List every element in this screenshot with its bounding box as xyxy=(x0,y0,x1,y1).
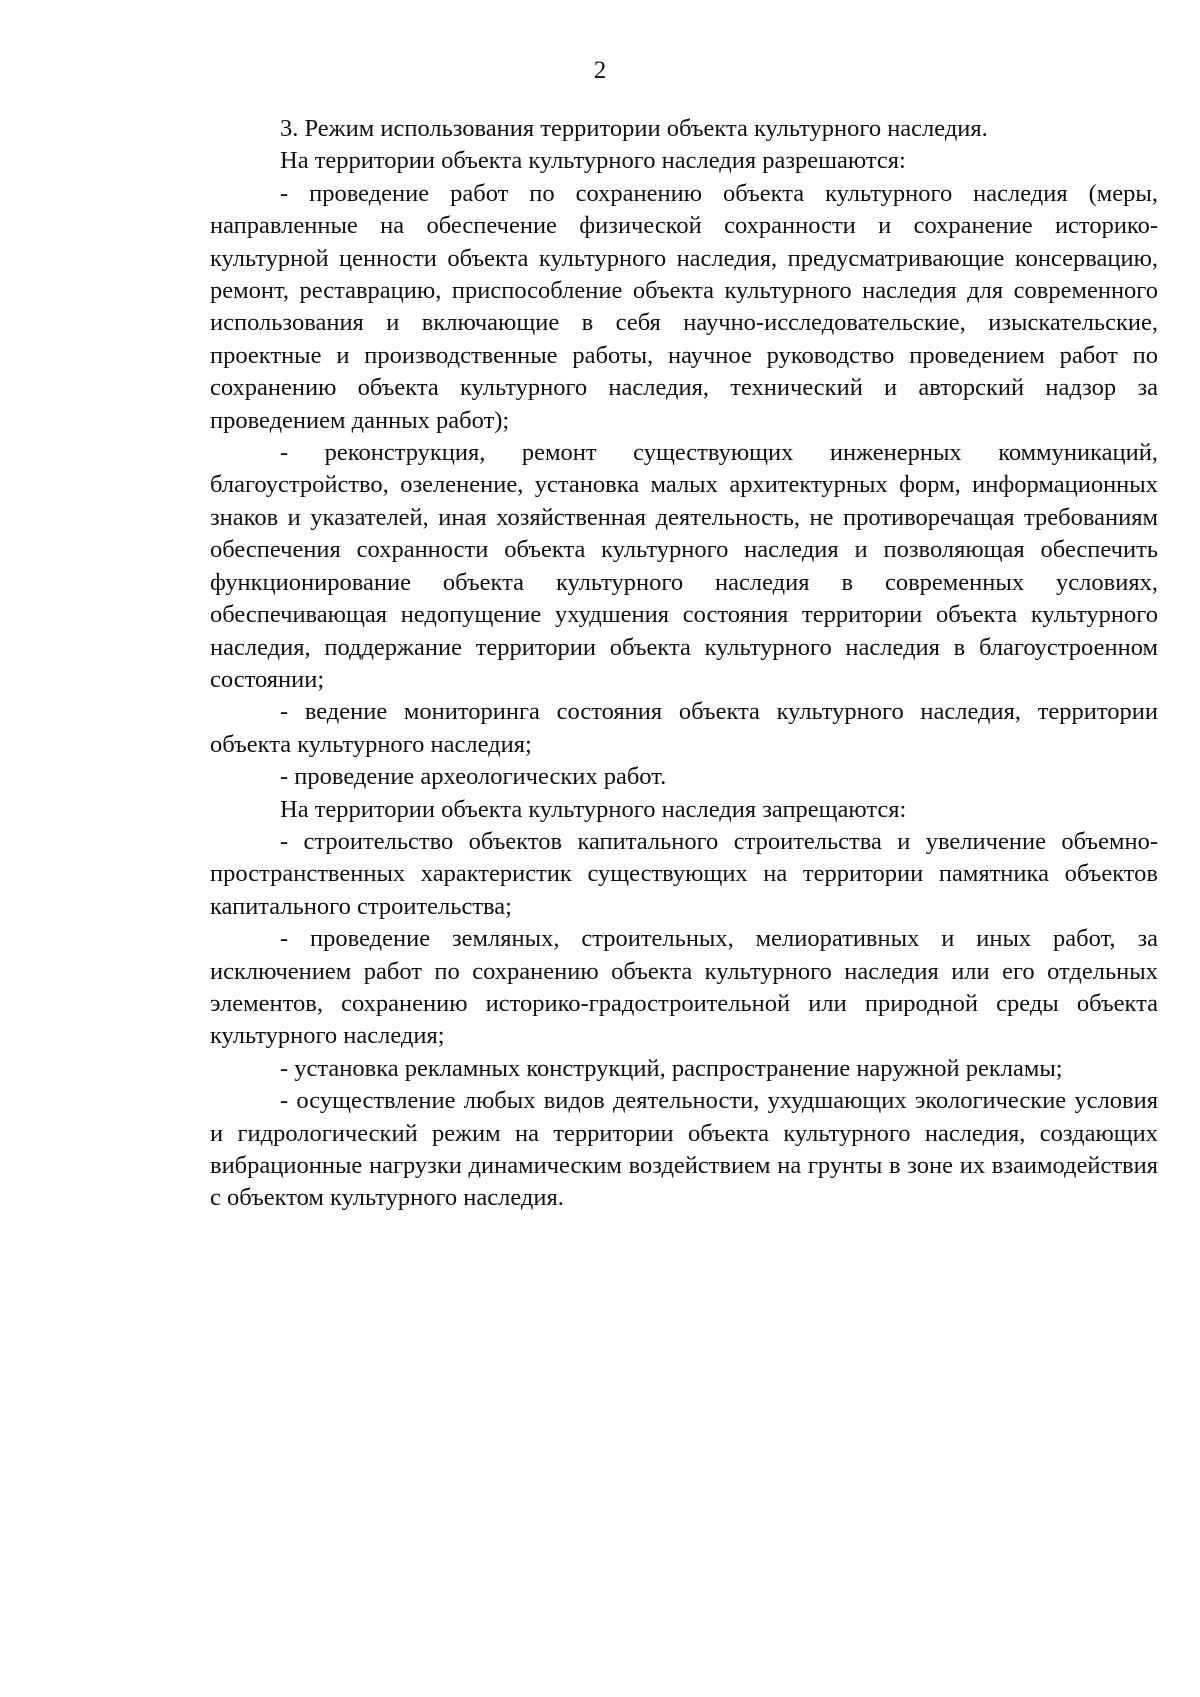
prohibited-item-ecology: - осуществление любых видов деятельности, ухудшающих экологические условия и гидрологический режим на территории объекта культурного наследия, создающих вибрационные нагрузки динамическим воздействием на грунты в зоне их взаимодействия с объектом культурного наследия. xyxy=(210,1087,1158,1212)
permitted-item-preservation-works: - проведение работ по сохранению объекта культурного наследия (меры, направленные на обеспечение физической сохранности и сохранение историко-культурной ценности объекта культурного наследия, предусматривающие консервацию, ремонт, реставрацию, приспособление объекта культурного наследия для современного использования и включающие в себя научно-исследовательские, изыскательские, проектные и производственные работы, научное руководство проведением работ по сохранению объекта культурного наследия, технический и авторский надзор за проведением данных работ); xyxy=(210,179,1158,434)
permitted-item-archaeology: - проведение археологических работ. xyxy=(280,763,667,791)
permitted-intro: На территории объекта культурного наследия разрешаются: xyxy=(280,147,906,175)
document-body xyxy=(210,113,1158,1215)
prohibited-item-construction: - строительство объектов капитального строительства и увеличение объемно-пространственных характеристик существующих на территории памятника объектов капитального строительства; xyxy=(210,827,1158,920)
page-number: 2 xyxy=(593,57,607,84)
permitted-item-reconstruction: - реконструкция, ремонт существующих инженерных коммуникаций, благоустройство, озеленение, установка малых архитектурных форм, информационных знаков и указателей, иная хозяйственная деятельность, не противоречащая требованиям обеспечения сохранности объекта культурного наследия и позволяющая обеспечить функционирование объекта культурного наследия в современных условиях, обеспечивающая недопущение ухудшения состояния территории объекта культурного наследия, поддержание территории объекта культурного наследия в благоустроенном состоянии; xyxy=(210,439,1158,693)
prohibited-intro: На территории объекта культурного наследия запрещаются: xyxy=(280,795,907,823)
permitted-item-monitoring: - ведение мониторинга состояния объекта культурного наследия, территории объекта культурного наследия; xyxy=(210,698,1158,758)
section-heading: 3. Режим использования территории объекта культурного наследия. xyxy=(280,115,988,142)
prohibited-item-earthworks: - проведение земляных, строительных, мелиоративных и иных работ, за исключением работ по сохранению объекта культурного наследия или его отдельных элементов, сохранению историко-градостроительной или природной среды объекта культурного наследия; xyxy=(210,925,1158,1050)
prohibited-item-advertising: - установка рекламных конструкций, распространение наружной рекламы; xyxy=(280,1054,1063,1082)
